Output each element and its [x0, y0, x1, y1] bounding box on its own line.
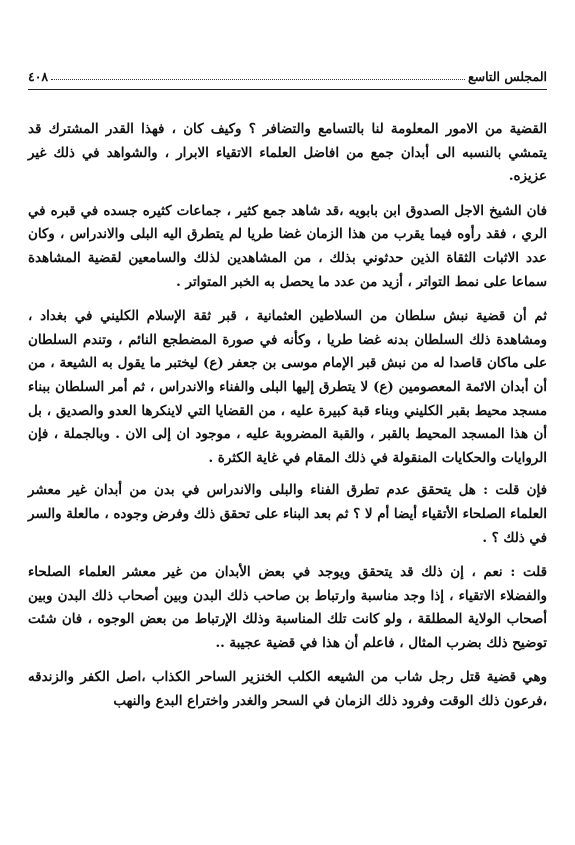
header-dot-leader [51, 78, 465, 80]
paragraph: وهي قضية قتل رجل شاب من الشيعه الكلب الخنزير الساحر الكذاب ،اصل الكفر والزندقه ،فرعون ذلك الوقت وفرود ذلك الزمان في السحر والغدر واختراع البدع والنهب [28, 669, 547, 710]
paragraph: ثم أن قضية نبش سلطان من السلاطين العثمانية ، قبر ثقة الإسلام الكليني في بغداد ، ومشاهدة ذلك السلطان بدنه غضا طريا ، وكأنه في صورة المضطجع النائم ، وتندم السلطان على ماكان قاصدا له من نبش قبر الإمام موسى بن جعفر (ع) ليختبر ما يقول به الشيعة ، من أن أبدان الائمة المعصومين (ع) لا يتطرق إليها البلى والفناء والاندراس ، ثم أمر السلطان ببناء مسجد محيط بقبر الكليني وبناء قبة كبيرة عليه ، من القضايا التي لاينكرها العدو والصديق ، بل أن هذا المسجد المحيط بالقبر ، والقبة المضروبة عليه ، موجود ان إلى الان . وبالجملة ، فإن الروايات والحكايات المنقولة في ذلك المقام في غاية الكثرة . [28, 308, 547, 466]
paragraph: فإن قلت : هل يتحقق عدم تطرق الفناء والبلى والاندراس في بدن من أبدان غير معشر العلماء الصلحاء الأتقياء أيضا أم لا ؟ ثم بعد البناء على تحقق ذلك وفرض وجوده ، مالعلة والسر في ذلك ؟ . [28, 482, 547, 546]
paragraph: فان الشيخ الاجل الصدوق ابن بابويه ،قد شاهد جمع كثير ، جماعات كثيره جسده في قبره في الري ، فقد رأوه فيما يقرب من هذا الزمان غضا طريا لم يتطرق اليه البلى والاندراس ، وكان عدد الاثبات الثقاة الذين حدثوني بذلك ، من المشاهدين لذلك والسامعين لقضية المشاهدة سماعا على نمط التواتر ، أزيد من عدد ما يحصل به الخبر المتواتر . [28, 202, 547, 290]
page-header [28, 58, 547, 84]
page-number: ٤٠٨ [28, 69, 49, 84]
paragraph: القضية من الامور المعلومة لنا بالتسامع والتضافر ؟ وكيف كان ، فهذا القدر المشترك قد يتمشي بالنسبه الى أبدان جمع من افاضل العلماء الاتقياء الابرار ، والشواهد في ذلك غير عزيزه. [28, 121, 547, 185]
page-body [28, 118, 547, 835]
header-rule [28, 89, 547, 90]
chapter-title: المجلس التاسع [468, 69, 547, 84]
paragraph: قلت : نعم ، إن ذلك قد يتحقق ويوجد في بعض الأبدان من غير معشر العلماء الصلحاء والفضلاء الاتقياء ، إذا وجد مناسبة وارتباط بن صاحب ذلك البدن وبين أصحاب ذلك البدن وبين أصحاب الولاية المطلقة ، ولو كانت تلك المناسبة وذلك الإرتباط من بعض الوجوه ، فان شئت توضيح ذلك بضرب المثال ، فاعلم أن هذا في قضية عجيبة .. [28, 564, 547, 651]
